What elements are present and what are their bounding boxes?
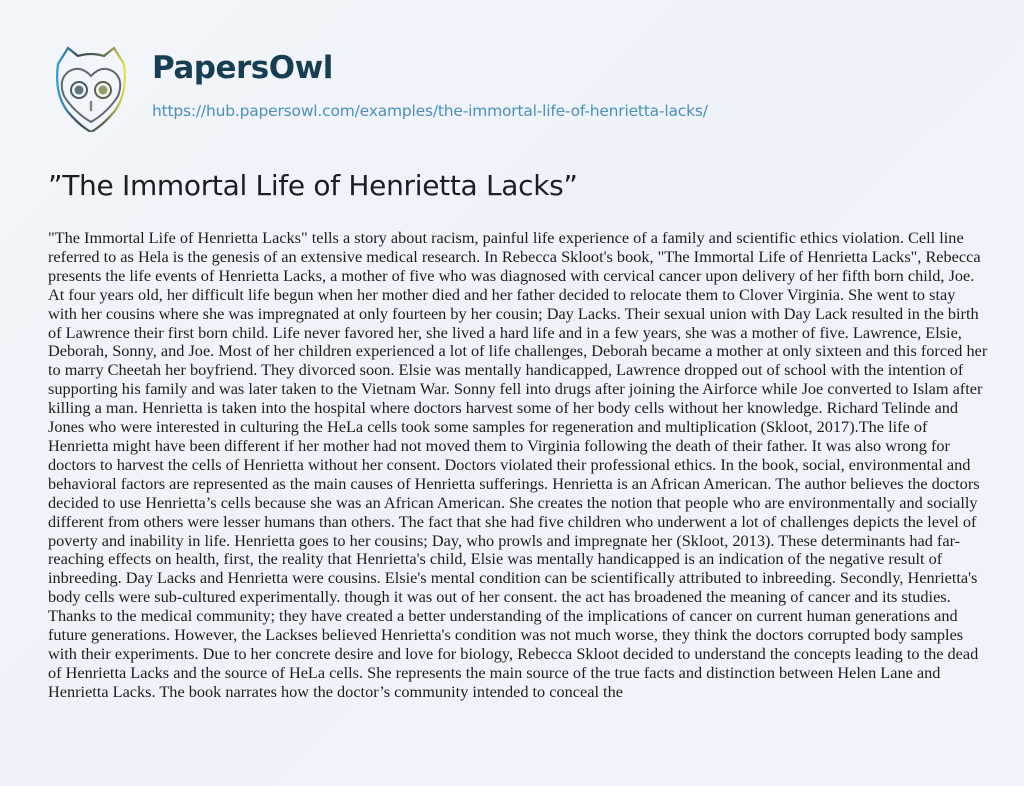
page-title: ”The Immortal Life of Henrietta Lacks”	[48, 169, 578, 202]
brand-block	[152, 48, 708, 122]
article-body: "The Immortal Life of Henrietta Lacks" tells a story about racism, painful life experience of a family and scientific ethics violation. Cell line referred to as Hela is the genesis of an extensive medical research. In Rebecca Skloot's book, "The Immortal Life of Henrietta Lacks", Rebecca presents the life events of Henrietta Lacks, a mother of five who was diagnosed with cervical cancer upon delivery of her fifth born child, Joe. At four years old, her difficult life begun when her mother died and her father decided to relocate them to Clover Virginia. She went to stay with her cousins where she was impregnated at only fourteen by her cousin; Day Lacks. Their sexual union with Day Lack resulted in the birth of Lawrence their first born child. Life never favored her, she lived a hard life and in a few years, she was a mother of five. Lawrence, Elsie, Deborah, Sonny, and Joe. Most of her children experienced a lot of life challenges, Deborah became a mother at only sixteen and this forced her to marry Cheetah her boyfriend. They divorced soon. Elsie was mentally handicapped, Lawrence dropped out of school with the intention of supporting his family and was later taken to the Vietnam War. Sonny fell into drugs after joining the Airforce while Joe converted to Islam after killing a man. Henrietta is taken into the hospital where doctors harvest some of her body cells without her knowledge. Richard Telinde and Jones who were interested in culturing the HeLa cells took some samples for regeneration and multiplication (Skloot, 2017).The life of Henrietta might have been different if her mother had not moved them to Virginia following the death of their father. It was also wrong for doctors to harvest the cells of Henrietta without her consent. Doctors violated their professional ethics. In the book, social, environmental and behavioral factors are represented as the main causes of Henrietta sufferings. Henrietta is an African American. The author believes the doctors decided to use Henrietta’s cells because she was an African American. She creates the notion that people who are environmentally and socially different from others were lesser humans than others. The fact that she had five children who underwent a lot of challenges depicts the level of poverty and inability in life. Henrietta goes to her cousins; Day, who prowls and impregnate her (Skloot, 2013). These determinants had far-reaching effects on health, first, the reality that Henrietta's child, Elsie was mentally handicapped is an indication of the negative result of inbreeding. Day Lacks and Henrietta were cousins. Elsie's mental condition can be scientifically attributed to inbreeding. Secondly, Henrietta's body cells were sub-cultured experimentally. though it was out of her consent. the act has broadened the meaning of cancer and its studies. Thanks to the medical community; they have created a better understanding of the implications of cancer on current human generations and future generations. However, the Lackses believed Henrietta's condition was not much worse, they think the doctors corrupted body samples with their experiments. Due to her concrete desire and love for biology, Rebecca Skloot decided to understand the concepts leading to the dead of Henrietta Lacks and the source of HeLa cells. She represents the main source of the true facts and distinction between Helen Lane and Henrietta Lacks. The book narrates how the doctor’s community intended to conceal the	[48, 228, 988, 701]
site-header	[50, 46, 708, 136]
owl-logo-icon[interactable]	[50, 46, 132, 132]
brand-name[interactable]: PapersOwl	[152, 50, 333, 86]
article-url-link[interactable]: https://hub.papersowl.com/examples/the-immortal-life-of-henrietta-lacks/	[152, 102, 708, 120]
